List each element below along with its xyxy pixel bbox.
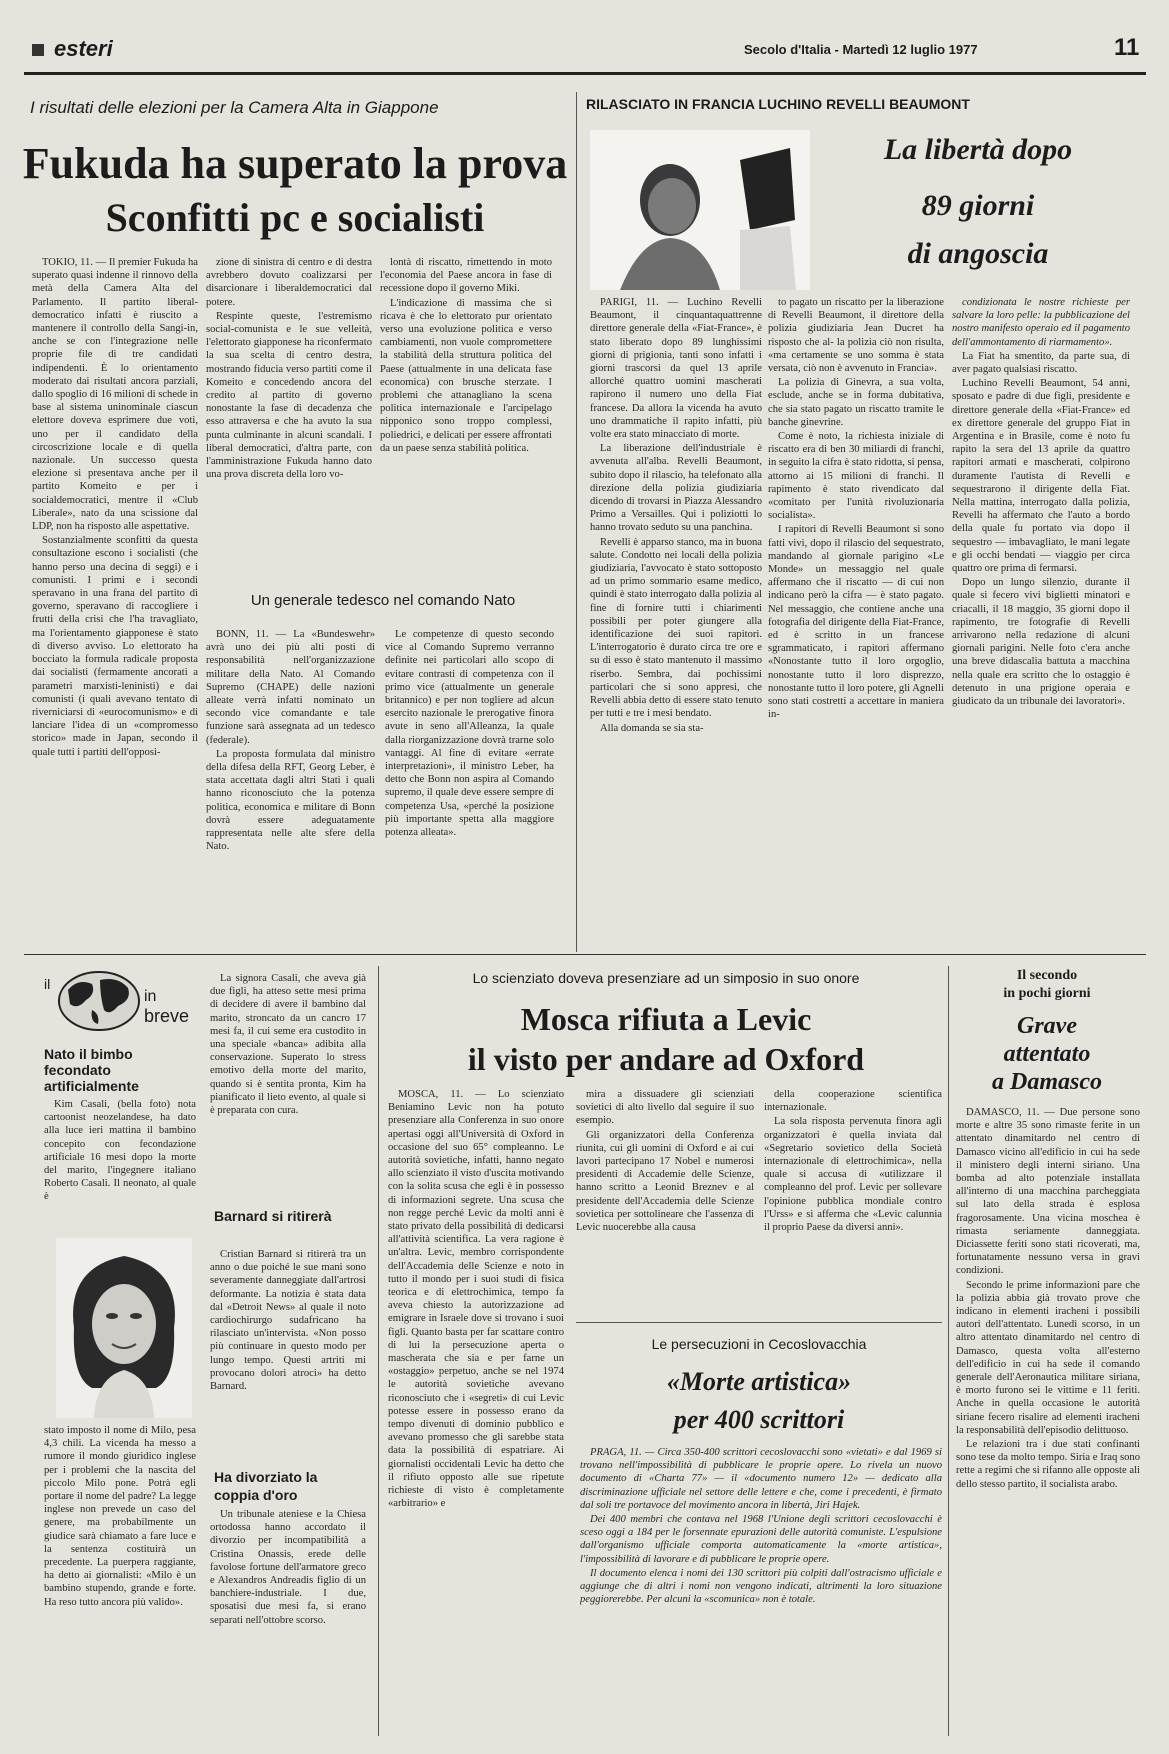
in-breve-text-1-cont <box>44 1424 196 1724</box>
logo-in: in <box>144 988 157 1005</box>
in-breve-title-2: Barnard si ritirerà <box>214 1208 332 1224</box>
in-breve-para: Kim Casali, (bella foto) nota cartoonist neozelandese, ha dato alla luce ieri mattina il bambino concepito con fecondazione artificiale 16 mesi dopo la morte del marito, l'ingegnere italiano Roberto Casali. Il neonato, al quale è <box>44 1099 196 1203</box>
portrait-icon <box>590 130 810 290</box>
ceco-para: Dei 400 membri che contava nel 1968 l'Unione degli scrittori cecoslovacchi è sceso oggi a 184 per le forsennate epurazioni delle autorità comuniste. L'espulsione dall'organismo ufficiale comporta automaticamente la «morte artistica», l'impossibilità di lavorare e di pubblicare le proprie opere. <box>580 1514 942 1565</box>
section-label: esteri <box>54 36 113 61</box>
column-divider <box>948 966 949 1736</box>
logo-breve: breve <box>144 1006 190 1026</box>
japan-col3-para: lontà di riscatto, rimettendo in moto l'economia del Paese ancora in fase di recessione dopo il governo Miki. <box>380 257 552 295</box>
in-breve-para: Un tribunale ateniese e la Chiesa ortodossa hanno accordato il divorzio per incompatibilità a Cristina Onassis, erede delle favolose fortune dell'armatore greco e Alexandros Andreadis figlio di un banchiere-industriale. I due, sposatisi due mesi fa, si erano separati nell'ottobre scorso. <box>210 1509 366 1626</box>
revelli-headline-2: 89 giorni <box>921 189 1035 222</box>
nato-para: BONN, 11. — La «Bundeswehr» avrà uno dei più alti posti di responsabilità nell'organizzazione militare della Nato. Al Comando Supremo (CHAPE) delle nazioni alleate verrà infatti nominato un secondo vice comandante e tale funzione sarà assegnata ad un tedesco (federale). <box>206 629 375 746</box>
section-rule <box>24 954 1146 955</box>
japan-col3-para: L'indicazione di massima che si ricava è che lo elettorato pur orientato verso una evoluzione politica e verso cambiamenti, non vuole compromettere la stabilità della struttura politica del Paese (attualmente in una delicata fase economica) con brusche sterzate. I problemi che attanagliano la scena politica internazionale e l'arcipelago nipponico sono troppo complessi, poliedrici, e delicati per essere affrontati da un paese senza stabilità politica. <box>380 297 552 454</box>
ceco-headline-2: per 400 scrittori <box>673 1405 845 1434</box>
kim-casali-photo <box>56 1238 192 1418</box>
japan-col-3 <box>380 256 552 596</box>
revelli-headline-1: La libertà dopo <box>883 133 1073 166</box>
mosca-headline-1: Mosca rifiuta a Levic <box>520 1001 812 1037</box>
mosca-para: Gli organizzatori della Conferenza riunita, cui gli uomini di Oxford e ai cui lavori partecipano 17 Nobel e numerosi presidenti di Accademie delle Scienze, hanno scritto a Leonid Breznev e al presidente dell'Accademia delle Scienze sovietica per sottolineare che l'assenza di Levic nuocerebbe alla causa <box>576 1129 754 1234</box>
nato-headline: Un generale tedesco nel comando Nato <box>250 592 516 609</box>
in-breve-text-2 <box>210 1248 366 1474</box>
column-divider <box>378 966 379 1736</box>
in-breve-col-2 <box>210 972 366 1202</box>
mosca-para: MOSCA, 11. — Lo scienziato Beniamino Levic non ha potuto presenziare alla Conferenza in suo onore apertasi oggi all'Università di Oxford in occasione del suo 65° compleanno. Le autorità sovietiche, infatti, hanno negato allo scienziato il visto d'uscita motivando con la solita scusa che egli è in possesso di informazioni segrete. Una scusa che non regge perché Levic da molti anni è stato privato della possibilità di dedicarsi all'attività scientifica. La vera ragione è un'altra. Levic, membro corrispondente dell'Accademia delle Scienze e noto in tutto il mondo per i suoi studi di fisica teorica e di elettrochimica, tempo fa aveva chiesto la autorizzazione ad emigrare in Israele dove si trovano i suoi figli. Quanto basta per far scattare contro di lui la persecuzione aperta o mascherata che sia e per farne un «ostaggio» perpetuo, anche se nel 1974 le autorità sovietiche avevano riconosciuto che i «segreti» di cui Levic potesse essere in possesso erano da tempo divenuti di dominio pubblico e avevano promesso che gli sarebbe stata data la possibilità di espatriare. Ai giornalisti occidentali Levic ha detto che il rifiuto opposto alle sue ripetute richieste di visto è completamente «arbitrario» e <box>388 1089 564 1510</box>
revelli-col-3 <box>952 296 1130 946</box>
japan-col1-para: TOKIO, 11. — Il premier Fukuda ha superato quasi indenne il rinnovo della metà della Camera Alta del Parlamento. Il partito liberal-democratico infatti è riuscito a mantenere il controllo della Sangi-in, anche se con l'integrazione nelle proprie file di tre candidati indipendenti. È lo orientamento moderato dai risultati ancora parziali, dallo spoglio di 16 milioni di schede in base al sistema uninominale ciascun elettore doveva esprimere due voti, uno per il candidato della circoscrizione locale e di quella nazionale. Un successo questa elezione si presentava anche per il partito Komeito e per i socialdemocratici, mentre il «Club Liberale», nato da una scissione dal LDP, non ha risposto alle aspettative. <box>32 257 198 533</box>
revelli-col-2 <box>768 296 944 946</box>
mosca-kicker: Lo scienziato doveva presenziare ad un simposio in suo onore <box>472 970 860 986</box>
in-breve-text-1 <box>44 1098 196 1230</box>
nato-para: La proposta formulata dal ministro della difesa della RFT, Georg Leber, è stata accettata dagli altri Stati i quali hanno riconosciuto che la potenza politica, economica e militare di Bonn dovrà essere adeguatamente rappresentata nelle alte sfere della Nato. <box>206 748 375 853</box>
revelli-col-1 <box>590 296 762 946</box>
japan-kicker: I risultati delle elezioni per la Camera Alta in Giappone <box>30 98 439 117</box>
japan-col2-para: Respinte queste, l'estremismo social-comunista e le sue velleità, l'elettorato giapponese ha riconfermato la sua scelta di centro destra, mostrando fiducia verso partiti come il Komeito e concedendo ancora del credito al partito di governo nonostante la fase di decadenza che esso attraversa e che ha avuto la sua punta culminante in alcuni scandali. I liberal democratici, d'altra parte, con l'amministrazione Fukuda hanno dato una prova discreta della loro vo- <box>206 310 372 481</box>
in-breve-title-1: Nato il bimbo fecondato artificialmente <box>44 1046 139 1094</box>
revelli-col1-para: La liberazione dell'industriale è avvenuta all'alba. Revelli Beaumont, subito dopo il rilascio, ha telefonato alla direzione della polizia giudiziaria dicendo di trovarsi in Piazza Alessandro Primo a Versailles. Qui i poliziotti lo hanno trovato seduto su una panchina. <box>590 443 762 534</box>
damasco-headline-2: attentato <box>1003 1041 1091 1067</box>
globe-icon <box>56 970 142 1032</box>
japan-col1-para: Sostanzialmente sconfitti da questa consultazione escono i socialisti (che hanno perso una decina di seggi) e i comunisti. I primi e i secondi speravano in una frana del partito di governo, speravano di raccogliere i frutti della crisi che l'ha travagliato, ma l'orientamento giapponese è stato di diverso avviso. Lo elettorato ha bocciato la formula radicale proposta dai socialisti (fermamente ancorati a parametri marxisti-leninisti) e dai comunisti (i quali avevano tentato di riverniciarsi di «eurocomunismo» e di lanciare l'idea di un «compromesso storico» made in Japan, secondo il quale tutti i partiti dell'opposi- <box>32 535 198 758</box>
logo-mondo <box>74 992 77 993</box>
ceco-para: PRAGA, 11. — Circa 350-400 scrittori cecoslovacchi sono «vietati» e dal 1969 si trovano nell'impossibilità di pubblicare le proprie opere. Lo rivela un nuovo documento di «Charta 77» — il «documento numero 12» — dedicato alla discriminazione ufficiale nel settore delle lettere e che, come i precedenti, è firmato dal soli tre portavoce del movimento ancora in libertà, Jiri Hajek. <box>580 1447 942 1511</box>
mosca-col-1 <box>388 1088 564 1728</box>
revelli-col3-para: La Fiat ha smentito, da parte sua, di aver pagato qualsiasi riscatto. <box>952 350 1130 376</box>
damasco-headline-3: a Damasco <box>992 1069 1102 1095</box>
revelli-col2-para: Come è noto, la richiesta iniziale di riscatto era di ben 30 miliardi di franchi, in seguito la cifra è stato ridotta, si pensa, attorno ai 15 milioni di franchi. Il rapimento è stato rivendicato dal «comitato per l'unità rivoluzionaria socialista». <box>768 431 944 522</box>
japan-col-1 <box>32 256 198 942</box>
revelli-col1-para: PARIGI, 11. — Luchino Revelli Beaumont, il cinquantaquattrenne direttore generale della «Fiat-France», è stato liberato dopo 89 lunghissimi giorni di prigionia, tanti sono infatti i giorni trascorsi da quel 13 aprile allorché quattro uomini mascherati rapirono il numero uno della Fiat francese. Da allora la vicenda ha avuto uno drammatiche il rapito infatti, più volte era stato minacciato di morte. <box>590 297 762 441</box>
ceco-headline-1: «Morte artistica» <box>666 1367 852 1396</box>
masthead <box>24 30 1146 70</box>
mosca-headline-2: il visto per andare ad Oxford <box>467 1041 865 1077</box>
mosca-para: mira a dissuadere gli scienziati sovietici di alto livello dal seguire il suo esempio. <box>576 1089 754 1127</box>
in-breve-para: stato imposto il nome di Milo, pesa 4,3 chili. La vicenda ha messo a rumore il mondo giuridico inglese per i problemi che la nascita del piccolo Milo pone. Potrà egli portare il nome del padre? La legge inglese non prevede un caso del genere, ma probabilmente un giudice sarà chiamato a fare luce e la sentenza costituirà un precedente. La puerpera raggiante, ha detto ai giornalisti: «Milo è un bambino stupendo, grande e forte. Ha reso tutto ancora più valido». <box>44 1425 196 1608</box>
revelli-col3-para: Dopo un lungo silenzio, durante il quale si fecero vivi biglietti minatori e criacalli, il 18 maggio, 35 giorni dopo il rapimento, tre fotografie di Revelli arrivarono nella redazione di alcuni giornali parigini. Nelle foto c'era anche una breve didascalia battuta a macchina nella quale era scritto che lo ostaggio è detenuto in una prigione operaia e giudicato da un tribunale dei lavoratori». <box>952 577 1130 708</box>
japan-col2-para: zione di sinistra di centro e di destra avrebbero dovuto coalizzarsi per disarcionare i liberaldemocratici dal potere. <box>206 257 372 308</box>
in-breve-logo <box>40 970 190 1032</box>
nato-para: Le competenze di questo secondo vice al Comando Supremo verranno definite nei particolari allo scopo di evitare contrasti di competenza con il primo vice (attualmente un generale britannico) e per non togliere ad alcun esercito nazionale le prerogative finora avute in seno all'Alleanza, la quale dalla riorganizzazione dovrà trarne solo vantaggi. Al fine di evitare «errate interpretazioni», il ministro Leber, ha detto che Bonn non aspira al Comando supremo, il quale deve essere sempre di competenza Usa, «perché la posizione più importante spetta alla maggiore potenza alleata». <box>385 629 554 839</box>
revelli-col1-para: Alla domanda se sia sta- <box>600 722 704 734</box>
revelli-kicker: RILASCIATO IN FRANCIA LUCHINO REVELLI BEAUMONT <box>586 96 970 112</box>
column-divider <box>576 92 577 952</box>
damasco-para: Secondo le prime informazioni pare che la polizia abbia già trovato prove che indicano in elementi iracheni i possibili autori dell'attentato. Lunedì scorso, in un altro attentato dinamitardo nel centro di Damasco, questa volta all'esterno dell'edificio in cui ha sede il comando generale dell'Aeronautica militare siriana, è morto furono sei le vittime e 11 feriti. Anche in quella occasione le autorità siriane fecero risalire ad elementi iracheni la responsabilità dell'episodio delittuoso. <box>956 1279 1140 1436</box>
mosca-col-3 <box>764 1088 942 1308</box>
newspaper-date: Secolo d'Italia - Martedì 12 luglio 1977 <box>744 42 978 57</box>
in-breve-title-3: Ha divorziato la coppia d'oro <box>214 1469 318 1503</box>
damasco-para: DAMASCO, 11. — Due persone sono morte e altre 35 sono rimaste ferite in un attentato dinamitardo nel centro di Damasco vicino all'edificio in cui ha sede il ministero degli interni siriano. Una bomba ad alto potenziale installata all'interno di una macchina parcheggiata sul lato della strada è esplosa fragorosamente. Una vicina moschea è rimasta seriamente danneggiata. Diciassette feriti sono stati ricoverati, ma, fortunatamente nessuno versa in gravi condizioni. <box>956 1107 1140 1277</box>
revelli-col2-para: I rapitori di Revelli Beaumont si sono fatti vivi, dopo il rilascio del sequestrato, mandando al giornale parigino «Le Monde» un messaggio nel quale affermano che il riscatto — di cui non indicano però la cifra — è stato pagato. Nel messaggio, che contiene anche una fotografia del dirigente della Fiat-France, ed è scritto in un francese sgrammaticato, i rapitori affermano «Nonostante tutto il loro orgoglio, nonostante tutto il loro disprezzo, nonostante tutto il loro potere, gli Agnelli sono stati costretti a accettare in maniera in- <box>768 524 944 721</box>
japan-headline-1: Fukuda ha superato la prova <box>22 139 568 188</box>
japan-col-2 <box>206 256 372 596</box>
japan-headline-2: Sconfitti pc e socialisti <box>105 195 485 240</box>
masthead-rule <box>24 72 1146 75</box>
page-number: 11 <box>1114 34 1140 61</box>
section-icon <box>32 44 44 56</box>
ceco-para: Il documento elenca i nomi dei 130 scrittori più colpiti dall'ostracismo ufficiale e aggiunge che di altri i nomi non vengono indicati, altrimenti la loro situazione peggiorerebbe. Per alcuni la «scomunica» non è totale. <box>580 1567 942 1606</box>
damasco-para: Le relazioni tra i due stati confinanti sono tese da molto tempo. Siria e Iraq sono rette a regimi che si rifanno alle opposte ali dello stesso partito, il socialista arabo. <box>956 1439 1140 1490</box>
damasco-kicker-1: Il secondo <box>1016 968 1078 983</box>
inner-rule <box>576 1322 942 1323</box>
nato-col <box>206 628 554 946</box>
woman-portrait-icon <box>56 1238 192 1418</box>
revelli-col1-para: Revelli è apparso stanco, ma in buona salute. Condotto nei locali della polizia giudiziaria, l'avvocato è stato sottoposto ad un primo sommario esame medico, quindi è stato interrogato dalla polizia al fine di fornire tutti i chiarimenti possibili per poter giungere alla identificazione dei suoi rapitori. L'interrogatorio è durato circa tre ore e su di esso è stato mantenuto il massimo riserbo. Sembra, dai pochissimi particolari che si sono appresi, che Revelli abbia detto di essere stato tenuto per tutti e tre i mesi bendato. <box>590 536 762 720</box>
revelli-col3-para: condizionata le nostre richieste per salvare la loro pelle: la pubblicazione del nostro manifesto operaio ed il pagamento dell'ammontamento di riarmamento». <box>952 297 1130 348</box>
mosca-para: La sola risposta pervenuta finora agli organizzatori è quella inviata dal «Segretario sovietico della Società internazionale di elettrochimica», nella quale si accusa di «utilizzare il compleanno del prof. Levic per sollevare l'opinione pubblica mondiale contro l'Urss» e si afferma che «Levic calunnia il proprio Paese da diversi anni». <box>764 1116 942 1234</box>
mosca-para: della cooperazione scientifica internazionale. <box>764 1089 942 1114</box>
mosca-col-2 <box>576 1088 754 1308</box>
damasco-kicker-2: in pochi giorni <box>1003 986 1091 1001</box>
revelli-col2-para: La polizia di Ginevra, a sua volta, esclude, anche se in forma dubitativa, che sia stato pagato un riscatto tramite le banche ginevrine. <box>768 377 944 428</box>
damasco-headline-1: Grave <box>1017 1013 1077 1039</box>
damasco-col <box>956 1106 1140 1728</box>
in-breve-text-3 <box>210 1508 366 1728</box>
ceco-col <box>580 1446 942 1728</box>
in-breve-para: La signora Casali, che aveva già due figli, ha atteso sette mesi prima di decidere di avere il bambino dal marito, stroncato da un cancro 17 mesi fa, il cui seme era custodito in una speciale «banca» adibita alla conservazione. Superato lo stress emotivo della morte del marito, quando si è sentita pronta, Kim ha pianificato il lieto evento, al quale si è preparata con cura. <box>210 973 366 1117</box>
logo-il: il <box>44 976 51 992</box>
in-breve-para: Cristian Barnard si ritirerà tra un anno o due poiché le sue mani sono severamente danneggiate dall'artrosi deformante. La notizia è stata data dal «Detroit News» al quale il noto cardiochirurgo sudafricano ha rilasciato un'intervista. «Non posso più continuare in questo modo per lungo tempo. Questi artriti mi provocano dolori atroci» ha detto Barnard. <box>210 1249 366 1393</box>
revelli-photo <box>590 130 810 290</box>
ceco-kicker: Le persecuzioni in Cecoslovacchia <box>651 1336 867 1352</box>
revelli-col2-para: to pagato un riscatto per la liberazione di Revelli Beaumont, il direttore della polizia giudiziaria Jean Ducret ha risposto che al- la polizia ciò non risulta, «ma certamente se uno somma è stata versata, ciò non è avvenuto in Francia». <box>768 297 944 375</box>
revelli-col3-para: Luchino Revelli Beaumont, 54 anni, sposato e padre di due figli, presidente e direttore generale della «Fiat-France» ed ex direttore generale del gruppo Fiat in Argentina e in Brasile, come è noto fu rapito la sera del 13 aprile da quattro rapitori armati e mascherati, colpirono duramente l'autista di Revelli e sequestrarono il dirigente della Fiat. Nella mattina, interrogato dalla polizia, Revelli ha affermato che l'auto a bordo della quale fu portato via dopo il sequestro — imbavagliato, le mani legate e gli occhi bendati — viaggio per circa quattro ore prima di fermarsi. <box>952 378 1130 575</box>
revelli-headline-3: di angoscia <box>907 237 1049 270</box>
